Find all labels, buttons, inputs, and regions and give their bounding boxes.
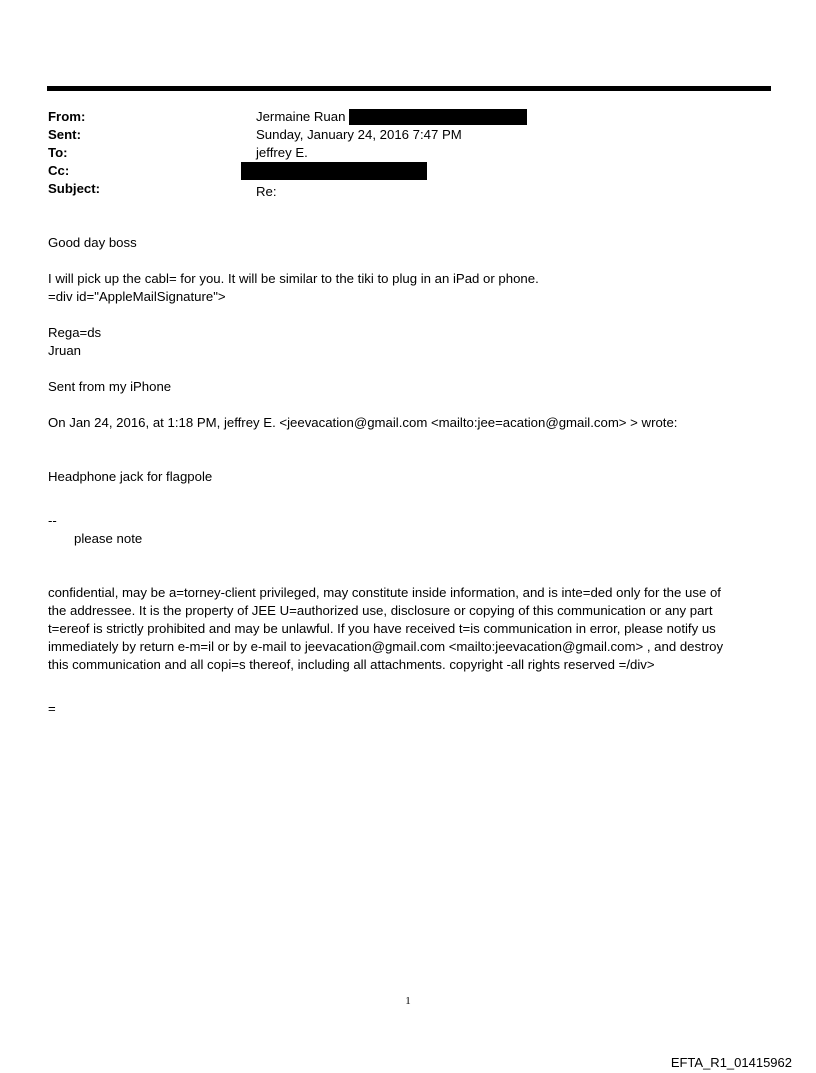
- signature-dashes: --: [48, 513, 57, 528]
- body-line: I will pick up the cabl= for you. It will be similar to the tiki to plug in an iPad or phone.: [48, 271, 539, 286]
- sent-value: Sunday, January 24, 2016 7:47 PM: [256, 127, 462, 142]
- disclaimer-line: this communication and all copi=s thereof, including all attachments. copyright -all rights reserved =/div>: [48, 657, 655, 672]
- greeting: Good day boss: [48, 235, 137, 250]
- to-row: [48, 144, 748, 162]
- from-value-wrap: [256, 108, 527, 126]
- quote-intro: On Jan 24, 2016, at 1:18 PM, jeffrey E. <jeevacation@gmail.com <mailto:jee=acation@gmail.com> > wrote:: [48, 415, 678, 430]
- body-line: =div id="AppleMailSignature">: [48, 289, 226, 304]
- signature-line: Rega=ds: [48, 325, 102, 340]
- from-label: From:: [48, 109, 86, 124]
- sent-label: Sent:: [48, 127, 81, 142]
- subject-row: [48, 180, 748, 198]
- please-note: please note: [74, 531, 143, 546]
- cc-row: [48, 162, 748, 180]
- page-number: 1: [405, 995, 411, 1007]
- sent-from: Sent from my iPhone: [48, 379, 172, 394]
- disclaimer-line: the addressee. It is the property of JEE U=authorized use, disclosure or copying of this communication or any part: [48, 603, 713, 618]
- from-value: Jermaine Ruan: [256, 109, 346, 124]
- sent-row: [48, 126, 748, 144]
- email-body: [48, 234, 760, 718]
- signature-line: Jruan: [48, 343, 81, 358]
- to-value: jeffrey E.: [256, 145, 308, 160]
- to-label: To:: [48, 145, 68, 160]
- from-row: [48, 108, 748, 126]
- disclaimer-line: immediately by return e-m=il or by e-mail to jeevacation@gmail.com <mailto:jeevacation@gmail.com> , and destroy: [48, 639, 724, 654]
- quoted-text: Headphone jack for flagpole: [48, 469, 213, 484]
- trailing-equals: =: [48, 701, 56, 716]
- disclaimer-line: confidential, may be a=torney-client privileged, may constitute inside information, and is inte=ded only for the use of: [48, 585, 721, 600]
- top-rule: [47, 86, 771, 91]
- redaction-box: [349, 109, 527, 125]
- bates-number: EFTA_R1_01415962: [670, 1055, 792, 1070]
- cc-label: Cc:: [48, 163, 70, 178]
- email-header: [48, 108, 748, 198]
- subject-label: Subject:: [48, 181, 101, 196]
- subject-value: Re:: [256, 184, 277, 199]
- redaction-box: [241, 162, 427, 180]
- disclaimer-line: t=ereof is strictly prohibited and may be unlawful. If you have received t=is communication in error, please notify us: [48, 621, 716, 636]
